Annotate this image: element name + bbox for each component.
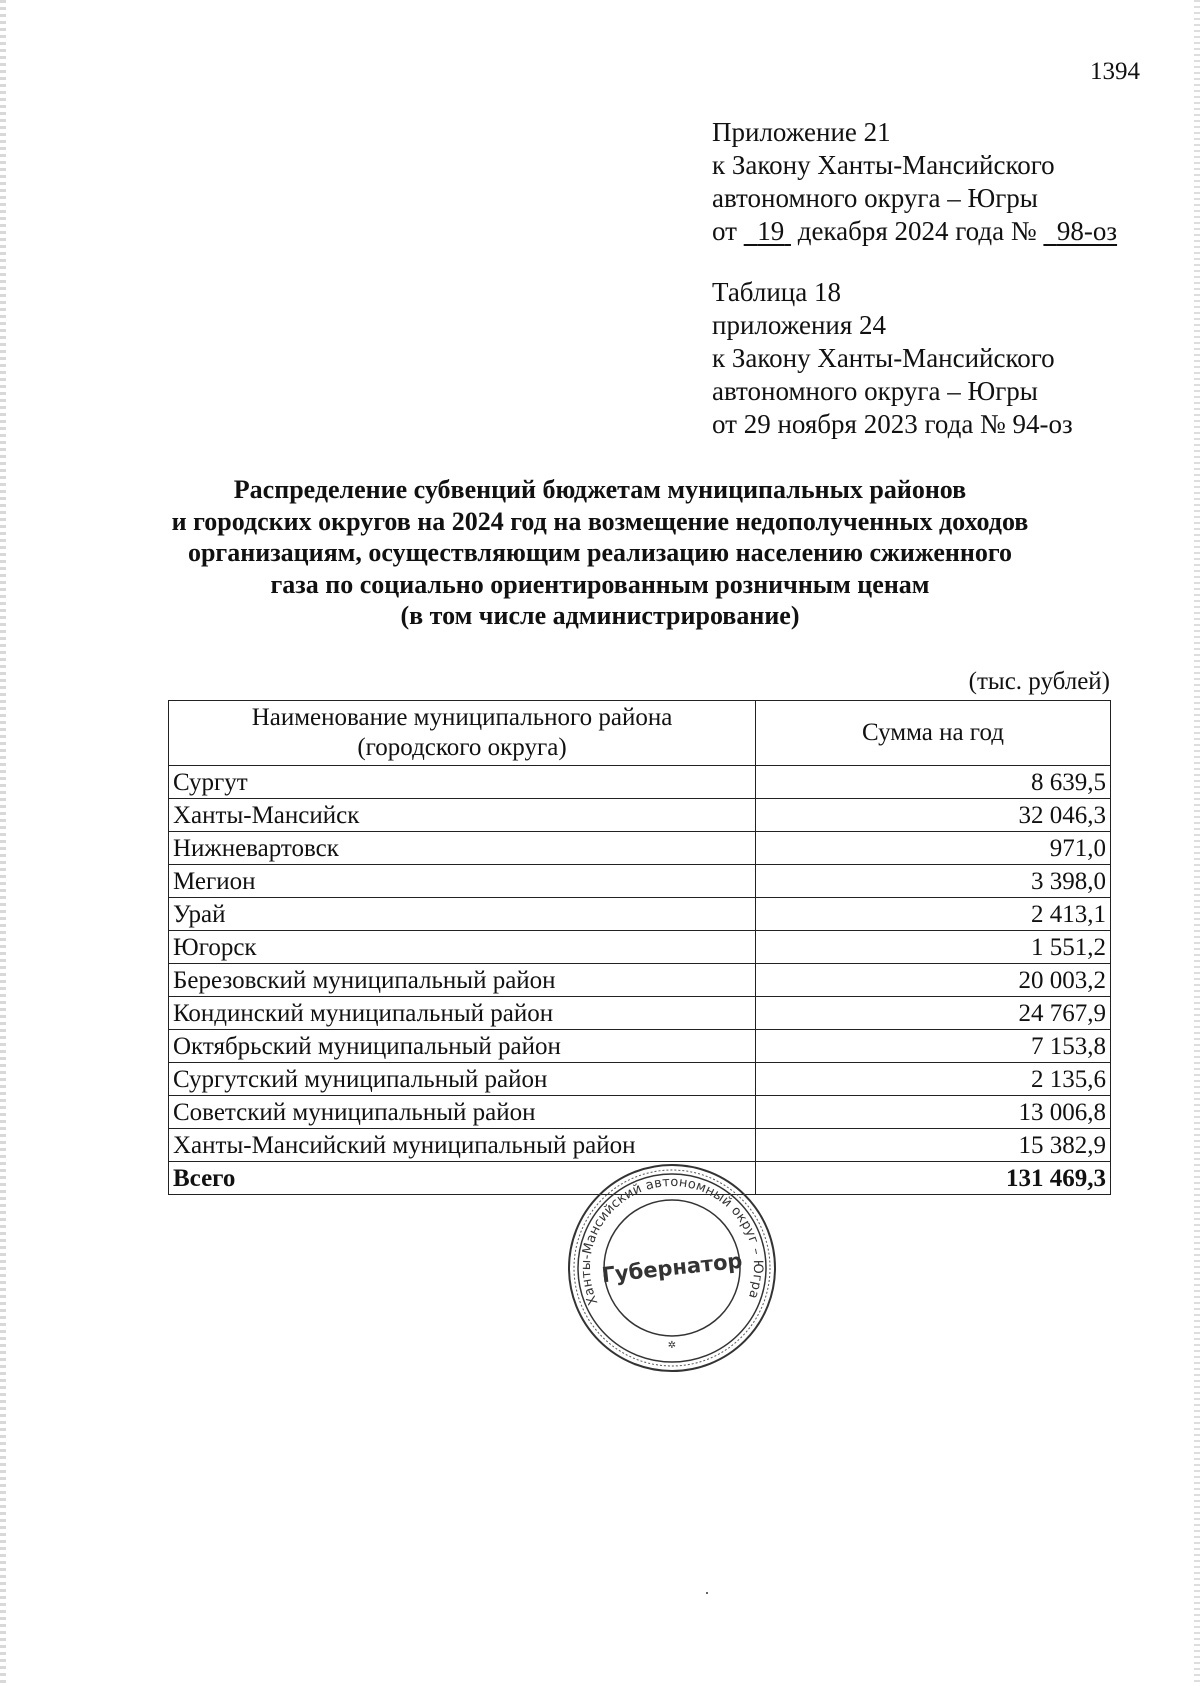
header-sum: Сумма на год [756,701,1111,766]
table-reference [712,276,1182,441]
row-name: Сургутский муниципальный район [169,1063,756,1096]
row-sum: 15 382,9 [756,1129,1111,1162]
header-name [169,701,756,766]
table-row [169,865,1111,898]
row-sum: 3 398,0 [756,865,1111,898]
row-sum: 1 551,2 [756,931,1111,964]
row-name: Югорск [169,931,756,964]
row-sum: 20 003,2 [756,964,1111,997]
title-line-1: Распределение субвенций бюджетам муниципальных районов [233,475,967,504]
row-sum: 7 153,8 [756,1030,1111,1063]
table-ref-line-4: автономного округа – Югры [712,376,1038,406]
table-ref-line-2: приложения 24 [712,310,887,340]
row-name: Ханты-Мансийск [169,799,756,832]
header-name-line-1: Наименование муниципального района [251,704,673,731]
row-name: Сургут [169,766,756,799]
budget-table [168,700,1111,1195]
table-row [169,997,1111,1030]
header-name-line-2: (городского округа) [357,734,567,761]
row-name: Нижневартовск [169,832,756,865]
table-row [169,1063,1111,1096]
row-sum: 8 639,5 [756,766,1111,799]
title-line-3: организациям, осуществляющим реализацию населению сжиженного [187,538,1013,567]
row-name: Ханты-Мансийский муниципальный район [169,1129,756,1162]
appendix-line-1: Приложение 21 [712,117,891,147]
appendix-line-3: автономного округа – Югры [712,183,1038,213]
appendix-date-line [712,215,1182,248]
table-row [169,799,1111,832]
row-name: Октябрьский муниципальный район [169,1030,756,1063]
appendix-day: 19 [757,216,785,246]
table-ref-line-1: Таблица 18 [712,277,841,307]
seal-center-text: Губернатор [600,1248,744,1288]
table-ref-line-3: к Закону Ханты-Мансийского [712,343,1055,373]
appendix-number: 98-оз [1056,216,1118,246]
total-label: Всего [169,1162,756,1195]
scan-edge-right [1194,0,1200,1686]
total-sum: 131 469,3 [756,1162,1111,1195]
seal-ring-text: Ханты-Мансийский автономный округ – Югра [578,1174,766,1308]
row-name: Мегион [169,865,756,898]
title-line-4: газа по социально ориентированным розничным ценам [270,569,930,599]
table-row [169,964,1111,997]
row-sum: 13 006,8 [756,1096,1111,1129]
scan-edge-left [0,0,6,1686]
units-label: (тыс. рублей) [968,668,1110,695]
title-line-5: (в том числе администрирование) [400,601,800,630]
row-name: Кондинский муниципальный район [169,997,756,1030]
row-sum: 24 767,9 [756,997,1111,1030]
scan-speck [706,1592,708,1594]
table-row [169,1129,1111,1162]
table-row [169,898,1111,931]
table-row [169,832,1111,865]
title-line-2: и городских округов на 2024 год на возмещение недополученных доходов [171,506,1029,536]
row-name: Советский муниципальный район [169,1096,756,1129]
table-row [169,766,1111,799]
row-sum: 2 413,1 [756,898,1111,931]
governor-seal [566,1162,778,1374]
table-header-row [169,701,1111,766]
table-row [169,1030,1111,1063]
appendix-date-middle: декабря 2024 года № [797,216,1037,246]
appendix-line-2: к Закону Ханты-Мансийского [712,150,1055,180]
row-sum: 32 046,3 [756,799,1111,832]
page-number: 1394 [1090,58,1140,85]
row-sum: 971,0 [756,832,1111,865]
table-ref-line-5: от 29 ноября 2023 года № 94-оз [712,409,1073,439]
row-name: Урай [169,898,756,931]
seal-star-icon: ✲ [667,1340,677,1351]
appendix-date-prefix: от [712,216,737,246]
document-title [120,474,1080,632]
appendix-reference [712,116,1182,248]
row-sum: 2 135,6 [756,1063,1111,1096]
row-name: Березовский муниципальный район [169,964,756,997]
table-row [169,1096,1111,1129]
table-row [169,931,1111,964]
